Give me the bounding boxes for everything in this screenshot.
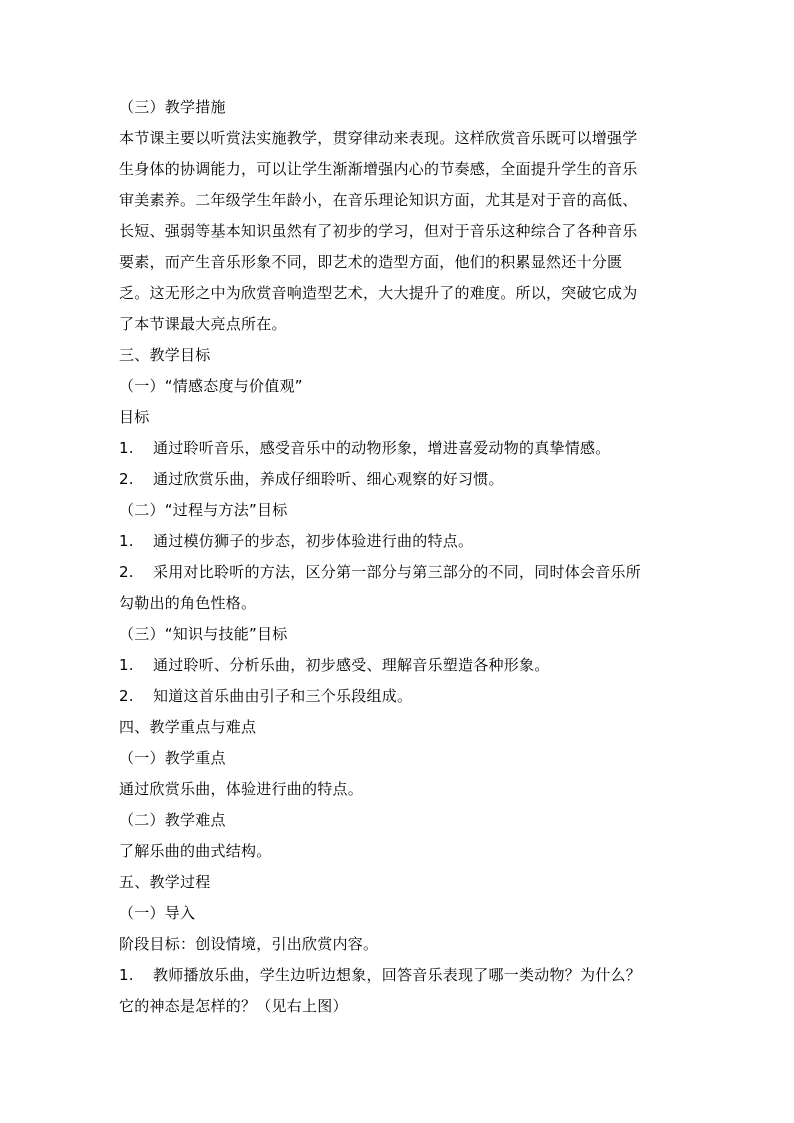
paragraph-line: 了本节课最大亮点所在。 [119, 315, 287, 333]
list-item [119, 433, 679, 464]
list-item [119, 960, 679, 991]
paragraph-line: 本节课主要以听赏法实施教学，贯穿律动来表现。这样欣赏音乐既可以增强学 [119, 129, 638, 147]
subheading-teaching-difficulty: （二）教学难点 [119, 811, 226, 829]
paragraph-line: 目标 [119, 408, 150, 426]
list-item-text: 知道这首乐曲由引子和三个乐段组成。 [153, 687, 413, 705]
list-item-text: 教师播放乐曲，学生边听边想象，回答音乐表现了哪一类动物？为什么？ [153, 966, 642, 984]
list-number: 2. [119, 563, 134, 581]
paragraph-line: 了解乐曲的曲式结构。 [119, 842, 272, 860]
heading-teaching-process: 五、教学过程 [119, 873, 211, 891]
list-number: 1. [119, 966, 134, 984]
list-item [119, 464, 679, 495]
paragraph-line: 生身体的协调能力，可以让学生渐渐增强内心的节奏感，全面提升学生的音乐 [119, 160, 638, 178]
heading-key-points: 四、教学重点与难点 [119, 718, 257, 736]
document-page [119, 92, 679, 1022]
paragraph-line: 乏。这无形之中为欣赏音响造型艺术，大大提升了的难度。所以，突破它成为 [119, 284, 638, 302]
list-number: 2. [119, 470, 134, 488]
heading-teaching-goals: 三、教学目标 [119, 346, 211, 364]
subheading-teaching-measures: （三）教学措施 [119, 98, 226, 116]
list-number: 2. [119, 687, 134, 705]
list-item [119, 557, 679, 588]
paragraph-line: 通过欣赏乐曲，体验进行曲的特点。 [119, 780, 364, 798]
subheading-knowledge-goals: （三）“知识与技能”目标 [119, 625, 288, 643]
subheading-teaching-focus: （一）教学重点 [119, 749, 226, 767]
list-number: 1. [119, 439, 134, 457]
list-item-text: 通过聆听音乐，感受音乐中的动物形象，增进喜爱动物的真挚情感。 [153, 439, 611, 457]
subheading-process-goals: （二）“过程与方法”目标 [119, 501, 288, 519]
paragraph-line: 它的神态是怎样的？（见右上图） [119, 997, 348, 1015]
list-number: 1. [119, 656, 134, 674]
subheading-introduction: （一）导入 [119, 904, 196, 922]
list-item-text: 通过聆听、分析乐曲，初步感受、理解音乐塑造各种形象。 [153, 656, 550, 674]
list-item [119, 650, 679, 681]
paragraph-line: 长短、强弱等基本知识虽然有了初步的学习，但对于音乐这种综合了各种音乐 [119, 222, 638, 240]
paragraph-line: 勾勒出的角色性格。 [119, 594, 257, 612]
list-item [119, 526, 679, 557]
list-item-text: 通过欣赏乐曲，养成仔细聆听、细心观察的好习惯。 [153, 470, 504, 488]
list-number: 1. [119, 532, 134, 550]
list-item [119, 681, 679, 712]
list-item-text: 采用对比聆听的方法，区分第一部分与第三部分的不同，同时体会音乐所 [153, 563, 642, 581]
paragraph-line: 审美素养。二年级学生年龄小，在音乐理论知识方面，尤其是对于音的高低、 [119, 191, 638, 209]
list-item-text: 通过模仿狮子的步态，初步体验进行曲的特点。 [153, 532, 474, 550]
subheading-emotion-goals: （一）“情感态度与价值观” [119, 377, 303, 395]
paragraph-line: 阶段目标：创设情境，引出欣赏内容。 [119, 935, 379, 953]
paragraph-line: 要素，而产生音乐形象不同，即艺术的造型方面，他们的积累显然还十分匮 [119, 253, 623, 271]
